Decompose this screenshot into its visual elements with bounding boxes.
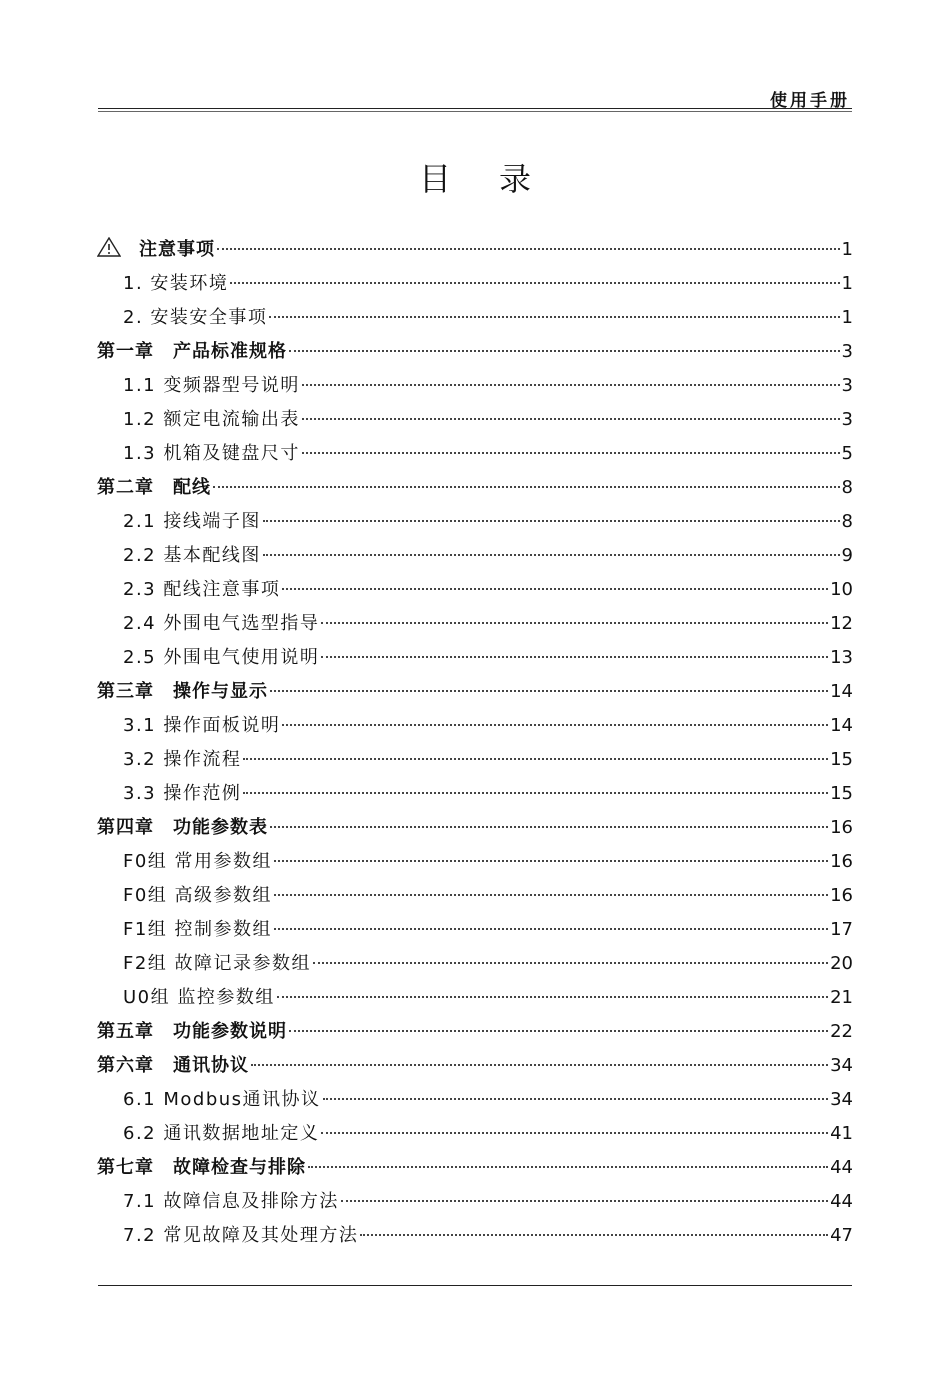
toc-entry-text: 6.1 Modbus通讯协议 [123,1089,321,1110]
toc-page-number: 47 [830,1225,853,1246]
toc-entry-text: 注意事项 [139,239,215,260]
toc-page-number: 1 [841,307,853,328]
toc-entry-label [97,505,261,539]
toc-dot-leader [243,758,828,760]
toc-dot-leader [321,622,828,624]
toc-section-entry[interactable] [97,369,853,403]
toc-section-entry[interactable] [97,607,853,641]
toc-section-entry[interactable] [97,947,853,981]
toc-entry-label [97,709,280,743]
toc-page-number: 14 [830,681,853,702]
toc-entry-label [97,641,319,675]
toc-section-entry[interactable] [97,573,853,607]
toc-page-number: 3 [841,341,853,362]
toc-dot-leader [289,350,840,352]
toc-section-entry[interactable] [97,267,853,301]
toc-dot-leader [270,826,828,828]
toc-section-entry[interactable] [97,539,853,573]
toc-dot-leader [302,384,840,386]
toc-chapter-entry[interactable] [97,1151,853,1185]
toc-entry-label [97,845,272,879]
toc-entry-label [97,743,241,777]
toc-page-number: 8 [841,511,853,532]
toc-entry-text: F0组 高级参数组 [123,885,273,906]
toc-dot-leader [323,1098,829,1100]
toc-dot-leader [302,452,840,454]
toc-page-number: 16 [830,851,853,872]
toc-entry-label [97,1185,339,1219]
toc-entry-text: 7.1 故障信息及排除方法 [123,1191,339,1212]
toc-entry-label [97,233,215,267]
toc-entry-label [97,301,267,335]
toc-entry-label [97,879,272,913]
toc-dot-leader [360,1234,828,1236]
toc-section-entry[interactable] [97,403,853,437]
toc-entry-label [97,1219,358,1253]
toc-entry-text: 2.3 配线注意事项 [123,579,281,600]
toc-dot-leader [282,588,828,590]
toc-entry-text: F1组 控制参数组 [123,919,273,940]
toc-page-number: 44 [830,1191,853,1212]
toc-chapter-entry[interactable] [97,335,853,369]
toc-entry-label [97,1049,249,1083]
toc-page-number: 9 [841,545,853,566]
toc-page-number: 3 [841,375,853,396]
toc-page-number: 41 [830,1123,853,1144]
toc-section-entry[interactable] [97,1185,853,1219]
toc-page-number: 14 [830,715,853,736]
toc-entry-label [97,1015,287,1049]
page-title: 目录 [418,160,579,198]
toc-entry-label [97,777,241,811]
toc-entry-label [97,437,300,471]
toc-entry-text: 3.1 操作面板说明 [123,715,281,736]
toc-entry-label [97,811,268,845]
toc-dot-leader [313,962,828,964]
toc-section-entry[interactable] [97,1083,853,1117]
toc-dot-leader [341,1200,828,1202]
toc-entry-text: 第四章 功能参数表 [97,817,268,838]
toc-chapter-entry[interactable] [97,233,853,267]
toc-section-entry[interactable] [97,981,853,1015]
toc-chapter-entry[interactable] [97,811,853,845]
toc-page-number: 22 [830,1021,853,1042]
toc-section-entry[interactable] [97,301,853,335]
toc-dot-leader [277,996,828,998]
toc-entry-text: F2组 故障记录参数组 [123,953,312,974]
toc-page-number: 1 [841,273,853,294]
toc-entry-label [97,573,280,607]
toc-page-number: 16 [830,885,853,906]
toc-entry-text: 第五章 功能参数说明 [97,1021,287,1042]
toc-entry-text: 7.2 常见故障及其处理方法 [123,1225,359,1246]
header-rule-thin [98,111,852,112]
header-rule [98,108,852,109]
toc-page-number: 44 [830,1157,853,1178]
toc-entry-text: 1. 安装环境 [123,273,229,294]
toc-section-entry[interactable] [97,1219,853,1253]
toc-section-entry[interactable] [97,709,853,743]
toc-page-number: 10 [830,579,853,600]
toc-page-number: 3 [841,409,853,430]
toc-page-number: 34 [830,1089,853,1110]
toc-section-entry[interactable] [97,1117,853,1151]
toc-entry-text: 1.3 机箱及键盘尺寸 [123,443,300,464]
toc-section-entry[interactable] [97,777,853,811]
toc-entry-label [97,403,300,437]
table-of-contents [97,233,853,1253]
toc-entry-label [97,471,211,505]
toc-dot-leader [269,316,839,318]
toc-section-entry[interactable] [97,879,853,913]
toc-entry-label [97,267,228,301]
toc-entry-label [97,369,300,403]
toc-entry-label [97,1151,306,1185]
toc-entry-label [97,335,287,369]
toc-dot-leader [308,1166,828,1168]
toc-page-number: 15 [830,749,853,770]
toc-dot-leader [289,1030,828,1032]
toc-entry-text: 2.1 接线端子图 [123,511,261,532]
toc-dot-leader [274,894,828,896]
toc-entry-label [97,981,275,1015]
toc-entry-text: 1.1 变频器型号说明 [123,375,300,396]
toc-section-entry[interactable] [97,641,853,675]
toc-entry-label [97,947,311,981]
toc-entry-text: 第六章 通讯协议 [97,1055,249,1076]
toc-section-entry[interactable] [97,845,853,879]
toc-chapter-entry[interactable] [97,1015,853,1049]
toc-entry-text: 第二章 配线 [97,477,211,498]
toc-entry-text: 3.3 操作范例 [123,783,242,804]
toc-chapter-entry[interactable] [97,1049,853,1083]
toc-page-number: 8 [841,477,853,498]
toc-chapter-entry[interactable] [97,471,853,505]
toc-page-number: 1 [841,239,853,260]
toc-entry-text: 2.4 外围电气选型指导 [123,613,320,634]
toc-entry-text: 3.2 操作流程 [123,749,242,770]
toc-entry-label [97,539,261,573]
footer-rule [98,1285,852,1286]
toc-entry-text: 1.2 额定电流输出表 [123,409,300,430]
toc-dot-leader [213,486,840,488]
toc-chapter-entry[interactable] [97,675,853,709]
toc-entry-label [97,913,272,947]
toc-section-entry[interactable] [97,437,853,471]
toc-entry-text: 6.2 通讯数据地址定义 [123,1123,320,1144]
toc-entry-text: 2. 安装安全事项 [123,307,268,328]
toc-dot-leader [263,554,840,556]
toc-entry-label [97,1117,319,1151]
toc-dot-leader [263,520,840,522]
toc-page-number: 16 [830,817,853,838]
toc-dot-leader [274,928,828,930]
toc-dot-leader [270,690,828,692]
toc-entry-text: 2.5 外围电气使用说明 [123,647,320,668]
toc-page-number: 12 [830,613,853,634]
running-header: 使用手册 [770,91,850,111]
toc-entry-text: 第七章 故障检查与排除 [97,1157,306,1178]
toc-dot-leader [321,656,828,658]
toc-entry-label [97,1083,321,1117]
toc-entry-text: 2.2 基本配线图 [123,545,261,566]
toc-dot-leader [243,792,828,794]
warning-icon [97,237,121,257]
toc-entry-text: F0组 常用参数组 [123,851,273,872]
toc-dot-leader [302,418,840,420]
toc-dot-leader [251,1064,828,1066]
toc-section-entry[interactable] [97,743,853,777]
toc-entry-text: 第三章 操作与显示 [97,681,268,702]
toc-page-number: 20 [830,953,853,974]
toc-entry-label [97,675,268,709]
toc-section-entry[interactable] [97,913,853,947]
toc-entry-text: U0组 监控参数组 [123,987,275,1008]
toc-dot-leader [274,860,828,862]
toc-dot-leader [217,248,840,250]
toc-page-number: 15 [830,783,853,804]
toc-page-number: 17 [830,919,853,940]
toc-dot-leader [321,1132,828,1134]
toc-section-entry[interactable] [97,505,853,539]
toc-entry-label [97,607,319,641]
toc-page-number: 13 [830,647,853,668]
toc-page-number: 34 [830,1055,853,1076]
toc-dot-leader [282,724,828,726]
toc-entry-text: 第一章 产品标准规格 [97,341,287,362]
toc-page-number: 5 [841,443,853,464]
toc-dot-leader [230,282,839,284]
toc-page-number: 21 [830,987,853,1008]
